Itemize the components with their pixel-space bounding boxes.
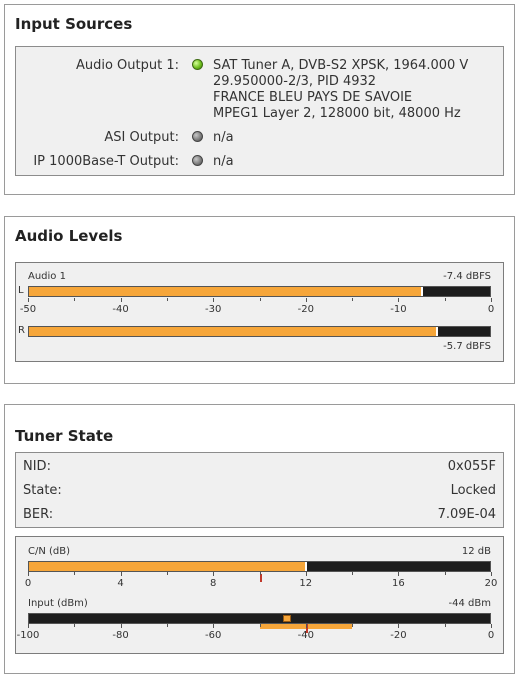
audio-scale-tick-label: -50 <box>19 304 37 315</box>
tuner-field-value: 7.09E-04 <box>437 507 496 522</box>
source-value-line: 29.950000-2/3, PID 4932 <box>213 74 377 89</box>
cn-scale-tick-label: 4 <box>117 578 124 589</box>
tuner-field-value: 0x055F <box>447 459 496 474</box>
source-value-line: n/a <box>213 130 234 145</box>
audio-scale-tick <box>167 298 168 301</box>
audio-scale-tick-label: -40 <box>112 304 129 315</box>
tuner-row-state <box>16 482 503 500</box>
cn-scale-tick <box>445 572 446 575</box>
tuner-field-value: Locked <box>450 483 496 498</box>
audio-scale-tick-label: -10 <box>390 304 407 315</box>
input-scale-tick <box>74 624 75 627</box>
input-sources-title: Input Sources <box>15 15 133 33</box>
audio-scale-tick-label: 0 <box>487 304 495 315</box>
audio-scale-tick <box>121 298 122 302</box>
tuner-field-label: State: <box>23 483 62 498</box>
cn-scale-tick <box>74 572 75 575</box>
input-scale-tick-label: -60 <box>205 630 222 641</box>
audio-scale-tick <box>260 298 261 301</box>
input-label: Input (dBm) <box>28 598 88 609</box>
tuner-field-label: NID: <box>23 459 51 474</box>
audio-scale-tick <box>352 298 353 301</box>
cn-peak-marker <box>305 562 307 571</box>
input-sources-panel <box>4 4 515 195</box>
cn-scale-tick <box>352 572 353 575</box>
source-label: Audio Output 1: <box>75 58 179 73</box>
source-label: ASI Output: <box>104 130 179 145</box>
source-value-line: FRANCE BLEU PAYS DE SAVOIE <box>213 90 413 105</box>
right-channel-label: R <box>18 325 25 336</box>
right-level-meter <box>28 326 491 337</box>
audio-scale-tick <box>28 298 29 302</box>
source-row-asi-output <box>16 129 503 147</box>
channel-name: Audio 1 <box>28 271 66 282</box>
source-value-row <box>16 105 503 123</box>
input-scale-tick <box>121 624 122 628</box>
cn-readout: 12 dB <box>461 546 491 557</box>
cn-scale-tick <box>28 572 29 576</box>
left-peak-marker <box>421 287 423 296</box>
cn-scale-tick <box>213 572 214 576</box>
cn-scale <box>24 572 498 596</box>
right-level-fill <box>29 327 437 336</box>
source-value-line: SAT Tuner A, DVB-S2 XPSK, 1964.000 V <box>213 58 469 73</box>
input-scale-tick-label: -40 <box>297 630 314 641</box>
cn-scale-tick <box>260 572 261 575</box>
cn-fill <box>29 562 306 571</box>
tuner-row-ber <box>16 506 503 524</box>
input-scale-tick <box>491 624 492 628</box>
tuner-status-list <box>15 452 504 528</box>
status-led-gray-icon <box>192 155 203 166</box>
input-scale-tick <box>28 624 29 628</box>
audio-scale-tick <box>74 298 75 301</box>
right-level-readout: -5.7 dBFS <box>443 341 491 352</box>
cn-scale-tick-label: 8 <box>210 578 217 589</box>
input-scale-tick <box>260 624 261 627</box>
source-row-ip-output <box>16 153 503 171</box>
input-scale-tick <box>398 624 399 628</box>
audio-scale <box>19 298 495 322</box>
input-scale-tick <box>167 624 168 627</box>
source-value-line: n/a <box>213 154 234 169</box>
audio-scale-tick-label: -20 <box>297 304 314 315</box>
cn-threshold-marker <box>260 574 262 582</box>
left-level-readout: -7.4 dBFS <box>443 271 491 282</box>
source-label: IP 1000Base-T Output: <box>33 154 179 169</box>
cn-scale-tick <box>121 572 122 576</box>
left-channel-label: L <box>18 285 24 296</box>
cn-scale-tick-label: 16 <box>392 578 405 589</box>
cn-scale-tick <box>306 572 307 576</box>
tuner-state-panel <box>4 404 515 674</box>
cn-scale-tick-label: 12 <box>299 578 313 589</box>
cn-label: C/N (dB) <box>28 546 71 557</box>
input-scale-tick-label: -80 <box>112 630 129 641</box>
input-readout: -44 dBm <box>448 598 491 609</box>
audio-scale-tick <box>445 298 446 301</box>
tuner-state-title: Tuner State <box>15 427 114 445</box>
cn-scale-tick <box>491 572 492 576</box>
input-sources-list <box>15 46 504 176</box>
tuner-row-nid <box>16 458 503 476</box>
input-scale-tick-label: -20 <box>390 630 407 641</box>
input-meter <box>28 613 491 624</box>
tuner-meter-box <box>15 536 504 654</box>
audio-levels-panel <box>4 216 515 384</box>
cn-scale-tick <box>167 572 168 575</box>
status-led-gray-icon <box>192 131 203 142</box>
audio-scale-tick <box>306 298 307 302</box>
left-level-fill <box>29 287 422 296</box>
input-scale-tick <box>352 624 353 627</box>
audio-scale-tick <box>491 298 492 302</box>
cn-meter <box>28 561 491 572</box>
input-scale-tick-label: 0 <box>487 630 495 641</box>
status-led-green-icon <box>192 59 203 70</box>
audio-meter-box <box>15 262 504 362</box>
input-scale <box>16 624 495 648</box>
cn-scale-tick-label: 0 <box>24 578 32 589</box>
input-scale-tick <box>306 624 307 628</box>
input-scale-tick <box>445 624 446 627</box>
input-scale-tick <box>213 624 214 628</box>
input-scale-tick-label: -100 <box>16 630 40 641</box>
audio-scale-tick <box>398 298 399 302</box>
cn-scale-tick-label: 20 <box>484 578 498 589</box>
cn-scale-tick <box>398 572 399 576</box>
source-value-line: MPEG1 Layer 2, 128000 bit, 48000 Hz <box>213 106 461 121</box>
input-level-marker <box>283 615 291 622</box>
audio-levels-title: Audio Levels <box>15 227 123 245</box>
audio-scale-tick <box>213 298 214 302</box>
tuner-field-label: BER: <box>23 507 54 522</box>
right-peak-marker <box>436 327 438 336</box>
audio-scale-tick-label: -30 <box>205 304 222 315</box>
left-level-meter <box>28 286 491 297</box>
